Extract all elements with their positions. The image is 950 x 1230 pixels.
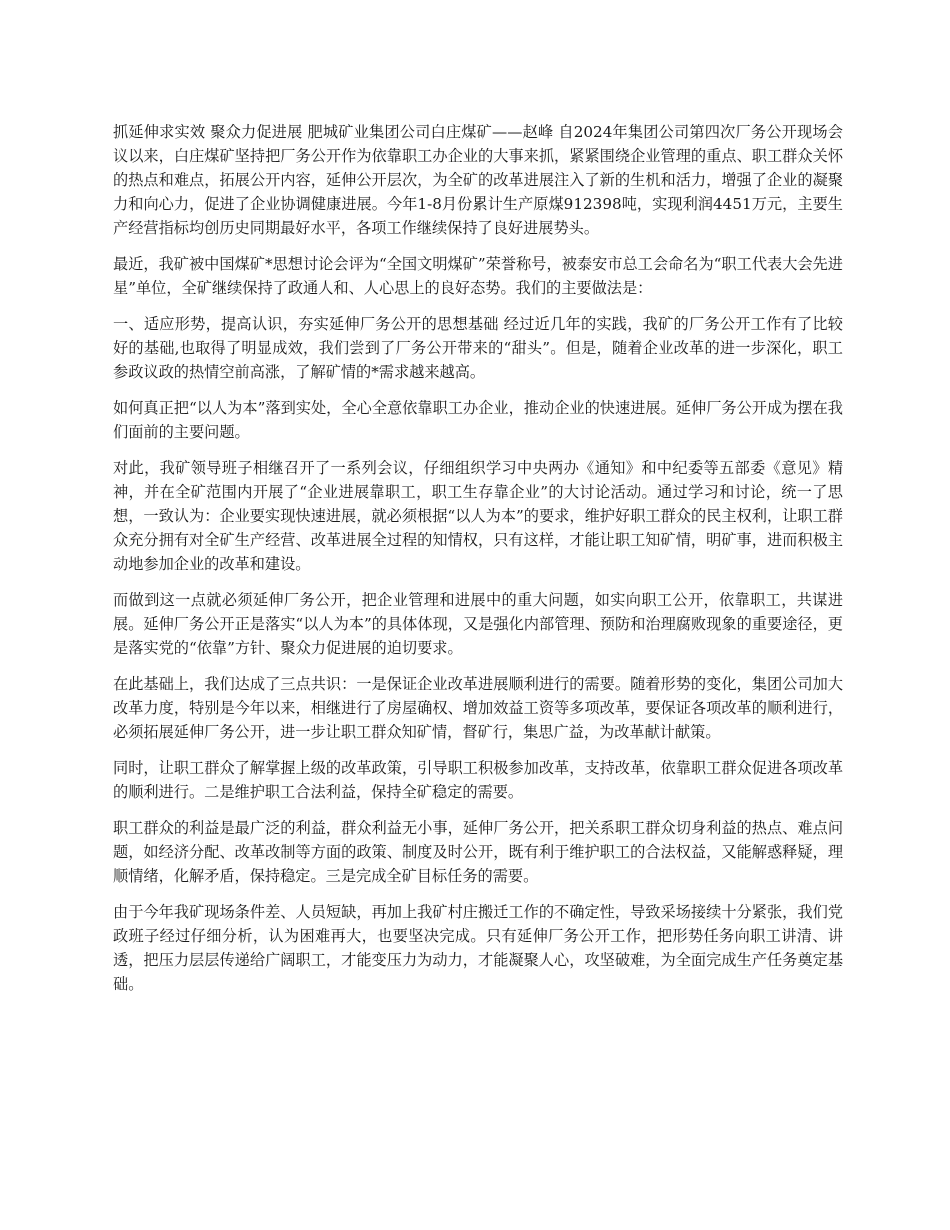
paragraph-5: 对此，我矿领导班子相继召开了一系列会议，仔细组织学习中央两办《通知》和中纪委等五部委《意见》精神，并在全矿范围内开展了“企业进展靠职工，职工生存靠企业”的大讨论活动。通过学习和讨论，统一了思想，一致认为：企业要实现快速进展，就必须根据“以人为本”的要求，维护好职工群众的民主权利，让职工群众充分拥有对全矿生产经营、改革进展全过程的知情权，只有这样，才能让职工知矿情，明矿事，进而积极主动地参加企业的改革和建设。 bbox=[113, 459, 843, 573]
paragraph-4: 如何真正把“以人为本”落到实处，全心全意依靠职工办企业，推动企业的快速进展。延伸厂务公开成为摆在我们面前的主要问题。 bbox=[113, 399, 843, 441]
paragraph-10: 由于今年我矿现场条件差、人员短缺，再加上我矿村庄搬迁工作的不确定性，导致采场接续十分紧张，我们党政班子经过仔细分析，认为困难再大，也要坚决完成。只有延伸厂务公开工作，把形势任务向职工讲清、讲透，把压力层层传递给广阔职工，才能变压力为动力，才能凝聚人心，攻坚破难，为全面完成生产任务奠定基础。 bbox=[113, 903, 843, 993]
paragraph-3: 一、适应形势，提高认识，夯实延伸厂务公开的思想基础 经过近几年的实践，我矿的厂务公开工作有了比较好的基础,也取得了明显成效，我们尝到了厂务公开带来的“甜头”。但是，随着企业改革的进一步深化，职工参政议政的热情空前高涨，了解矿情的*需求越来越高。 bbox=[113, 315, 843, 381]
paragraph-8: 同时，让职工群众了解掌握上级的改革政策，引导职工积极参加改革，支持改革，依靠职工群众促进各项改革的顺利进行。二是维护职工合法利益，保持全矿稳定的需要。 bbox=[113, 759, 843, 801]
paragraph-9: 职工群众的利益是最广泛的利益，群众利益无小事，延伸厂务公开，把关系职工群众切身利益的热点、难点问题，如经济分配、改革改制等方面的政策、制度及时公开，既有利于维护职工的合法权益，又能解惑释疑，理顺情绪，化解矛盾，保持稳定。三是完成全矿目标任务的需要。 bbox=[113, 819, 843, 885]
paragraph-6: 而做到这一点就必须延伸厂务公开，把企业管理和进展中的重大问题，如实向职工公开，依靠职工，共谋进展。延伸厂务公开正是落实“以人为本”的具体体现，又是强化内部管理、预防和治理腐败现象的重要途径，更是落实党的“依靠”方针、聚众力促进展的迫切要求。 bbox=[113, 591, 843, 657]
paragraph-1: 抓延伸求实效 聚众力促进展 肥城矿业集团公司白庄煤矿——赵峰 自2024年集团公司第四次厂务公开现场会议以来，白庄煤矿坚持把厂务公开作为依靠职工办企业的大事来抓，紧紧围绕企业管理的重点、职工群众关怀的热点和难点，拓展公开内容，延伸公开层次，为全矿的改革进展注入了新的生机和活力，增强了企业的凝聚力和向心力，促进了企业协调健康进展。今年1-8月份累计生产原煤912398吨，实现利润4451万元，主要生产经营指标均创历史同期最好水平，各项工作继续保持了良好进展势头。 bbox=[113, 123, 843, 237]
document-body bbox=[113, 120, 843, 1008]
paragraph-2: 最近，我矿被中国煤矿*思想讨论会评为“全国文明煤矿”荣誉称号，被泰安市总工会命名为“职工代表大会先进星”单位，全矿继续保持了政通人和、人心思上的良好态势。我们的主要做法是： bbox=[113, 255, 843, 297]
paragraph-7: 在此基础上，我们达成了三点共识：一是保证企业改革进展顺利进行的需要。随着形势的变化，集团公司加大改革力度，特别是今年以来，相继进行了房屋确权、增加效益工资等多项改革，要保证各项改革的顺利进行，必须拓展延伸厂务公开，进一步让职工群众知矿情，督矿行，集思广益，为改革献计献策。 bbox=[113, 675, 843, 741]
